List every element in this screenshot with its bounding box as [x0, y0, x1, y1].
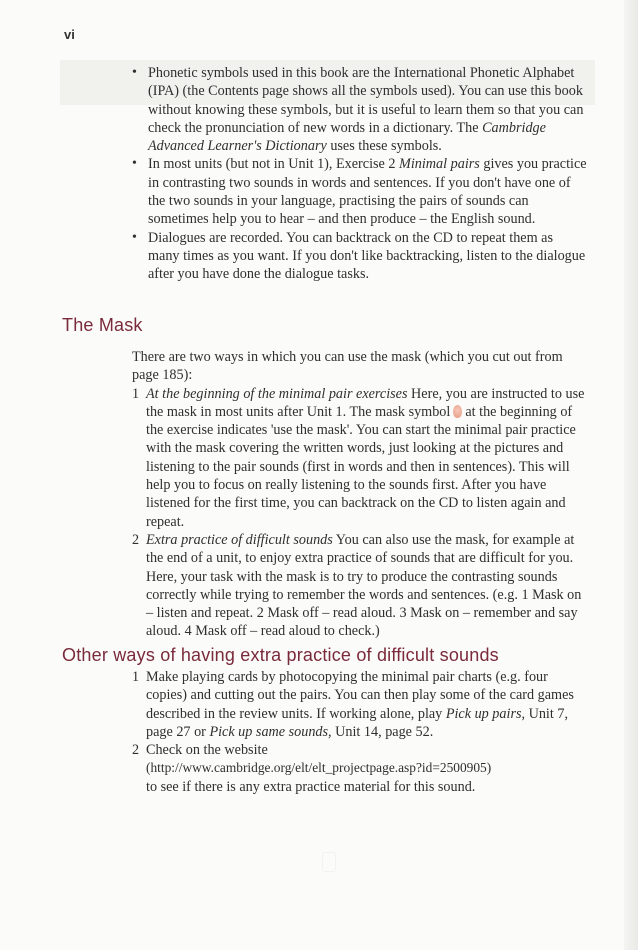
bullet-dot-icon: • — [132, 65, 137, 80]
mask-symbol-icon — [453, 405, 462, 418]
mask-section — [132, 348, 588, 641]
item-text — [146, 741, 588, 796]
bullet-text: Phonetic symbols used in this book are the International Phonetic Alphabet (IPA) (the Contents page shows all the symbols used). You can use this book without knowing these symbols, but it is useful to learn them so that you can check the pronunciation of new words in a dictionary. The Cambridge Advanced Learner's Dictionary uses these symbols. — [148, 65, 584, 155]
item-number: 2 — [132, 742, 140, 759]
item-text: At the beginning of the minimal pair exercises Here, you are instructed to use the mask in most units after Unit 1. The mask symbol at the beginning of the exercise indicates 'use the mask'. You can start the minimal pair practice with the mask covering the written words, just looking at the pictures and listening to the pair sounds (first in words and then in sentences). This will help you to focus on really listening to the sounds first. After you have listened for the first time, you can backtrack on the CD to listen again and repeat. — [146, 385, 585, 530]
page-edge — [624, 0, 638, 950]
section-heading-other-ways: Other ways of having extra practice of difficult sounds — [62, 645, 499, 665]
website-url: (http://www.cambridge.org/elt/elt_projectpage.asp?id=2500905) — [146, 760, 492, 776]
website-note: to see if there is any extra practice material for this sound. — [146, 778, 476, 795]
page-number: vi — [64, 27, 75, 42]
numbered-item — [132, 668, 588, 741]
mask-intro: There are two ways in which you can use the mask (which you cut out from page 185): — [132, 349, 563, 384]
bullet-item — [132, 229, 588, 284]
bullet-text: In most units (but not in Unit 1), Exercise 2 Minimal pairs gives you practice in contrasting two sounds in words and sentences. If you don't have one of the two sounds in your language, practising the pairs of sounds can sometimes help you to hear – and then produce – the English sound. — [148, 156, 587, 228]
numbered-item — [132, 531, 588, 641]
faded-page-mark — [322, 852, 336, 872]
numbered-item — [132, 385, 588, 531]
bullet-item — [132, 64, 588, 155]
other-ways-section — [132, 668, 588, 796]
bullet-text: Dialogues are recorded. You can backtrack on the CD to repeat them as many times as you want. If you don't like backtracking, listen to the dialogue after you have done the dialogue tasks. — [148, 229, 586, 283]
bullet-item — [132, 155, 588, 228]
item-number: 1 — [132, 669, 140, 685]
item-number: 2 — [132, 531, 140, 548]
bullet-dot-icon: • — [132, 156, 137, 172]
item-text: Make playing cards by photocopying the minimal pair charts (e.g. four copies) and cutting out the pairs. You can then play some of the card games described in the review units. If working alone, play Pick up pairs, Unit 7, page 27 or Pick up same sounds, Unit 14, page 52. — [146, 669, 574, 740]
section-heading-mask: The Mask — [62, 315, 143, 335]
item-number: 1 — [132, 385, 140, 402]
numbered-item — [132, 741, 588, 796]
item-text: Extra practice of difficult sounds You can also use the mask, for example at the end of a unit, to enjoy extra practice of sounds that are difficult for you. Here, your task with the mask is to try to produce the contrasting sounds correctly while trying to remember the words and sentences. (e.g. 1 Mask on – listen and repeat. 2 Mask off – read aloud. 3 Mask on – remember and say aloud. 4 Mask off – read aloud to check.) — [146, 531, 582, 640]
bullet-list — [132, 64, 588, 284]
website-intro: Check on the website — [146, 742, 268, 759]
bullet-dot-icon: • — [132, 229, 137, 245]
